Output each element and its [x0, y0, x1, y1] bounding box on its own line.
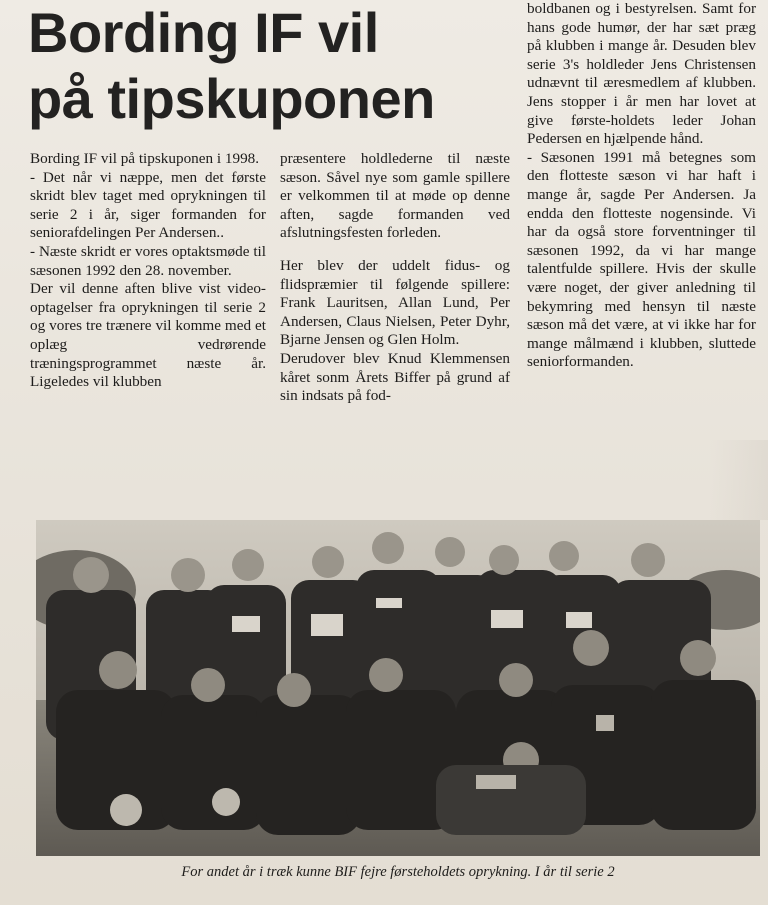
headline-line-2: på tipskuponen: [28, 67, 435, 130]
headline: [28, 0, 528, 132]
paragraph: - Det når vi næppe, men det første skridt blev taget med oprykningen til serie 2 i år, siger formanden for seniorafdelingen Per Andersen..: [30, 168, 266, 242]
article-column-1: [30, 150, 266, 392]
paragraph: præsentere holdlederne til næste sæson. Såvel nye som gamle spillere er velkommen til at møde op denne aften, sagde formanden ved afslutningsfesten forleden.: [280, 150, 510, 242]
paragraph: Bording IF vil på tipskuponen i 1998.: [30, 150, 260, 167]
paragraph: boldbanen og i bestyrelsen. Samt for hans gode humør, der har sæt præg på klubben i mange år. Desuden blev serie 3's holdleder Jens Christensen udnævnt til æresmedlem af klubben. Jens stopper i år men har lovet at give første-holdets leder Johan Pedersen en hjælpende hånd.: [527, 0, 756, 148]
team-photo: [36, 520, 760, 856]
team-photo-image: [36, 520, 760, 856]
photo-caption: For andet år i træk kunne BIF fejre førsteholdets oprykning. I år til serie 2: [181, 864, 615, 880]
article-column-3: [527, 0, 756, 372]
headline-line-1: Bording IF vil: [28, 1, 379, 64]
article-column-2: [280, 150, 510, 406]
paragraph: - Næste skridt er vores optaktsmøde til sæsonen 1992 den 28. november.: [30, 242, 266, 279]
paragraph: Der vil denne aften blive vist video-optagelser fra oprykningen til serie 2 og vores tre trænere vil komme med et oplæg vedrørende træningsprogrammet næste år. Ligeledes vil klubben: [30, 280, 266, 391]
paragraph: Her blev der uddelt fidus- og flidspræmier til følgende spillere: Frank Lauritsen, Allan Lund, Per Andersen, Claus Nielsen, Peter Dyhr, Bjarne Jensen og Glen Holm.: [280, 256, 510, 349]
paper-shadow: [708, 440, 768, 520]
paragraph: Derudover blev Knud Klemmensen kåret sonm Årets Biffer på grund af sin indsats på fod-: [280, 349, 510, 405]
paragraph: - Sæsonen 1991 må betegnes som den flotteste sæson vi har haft i mange år, sagde Per Andersen. Ja endda den flotteste nogensinde. Vi har da også store forventninger til sæsonen 1992, da vi har mange talentfulde spillere. Hvis der skulle være noget, der giver anledning til bekymring med hensyn til næste sæson må det være, at vi ikke har for mange målmænd i klubben, sluttede seniorformanden.: [527, 148, 756, 371]
